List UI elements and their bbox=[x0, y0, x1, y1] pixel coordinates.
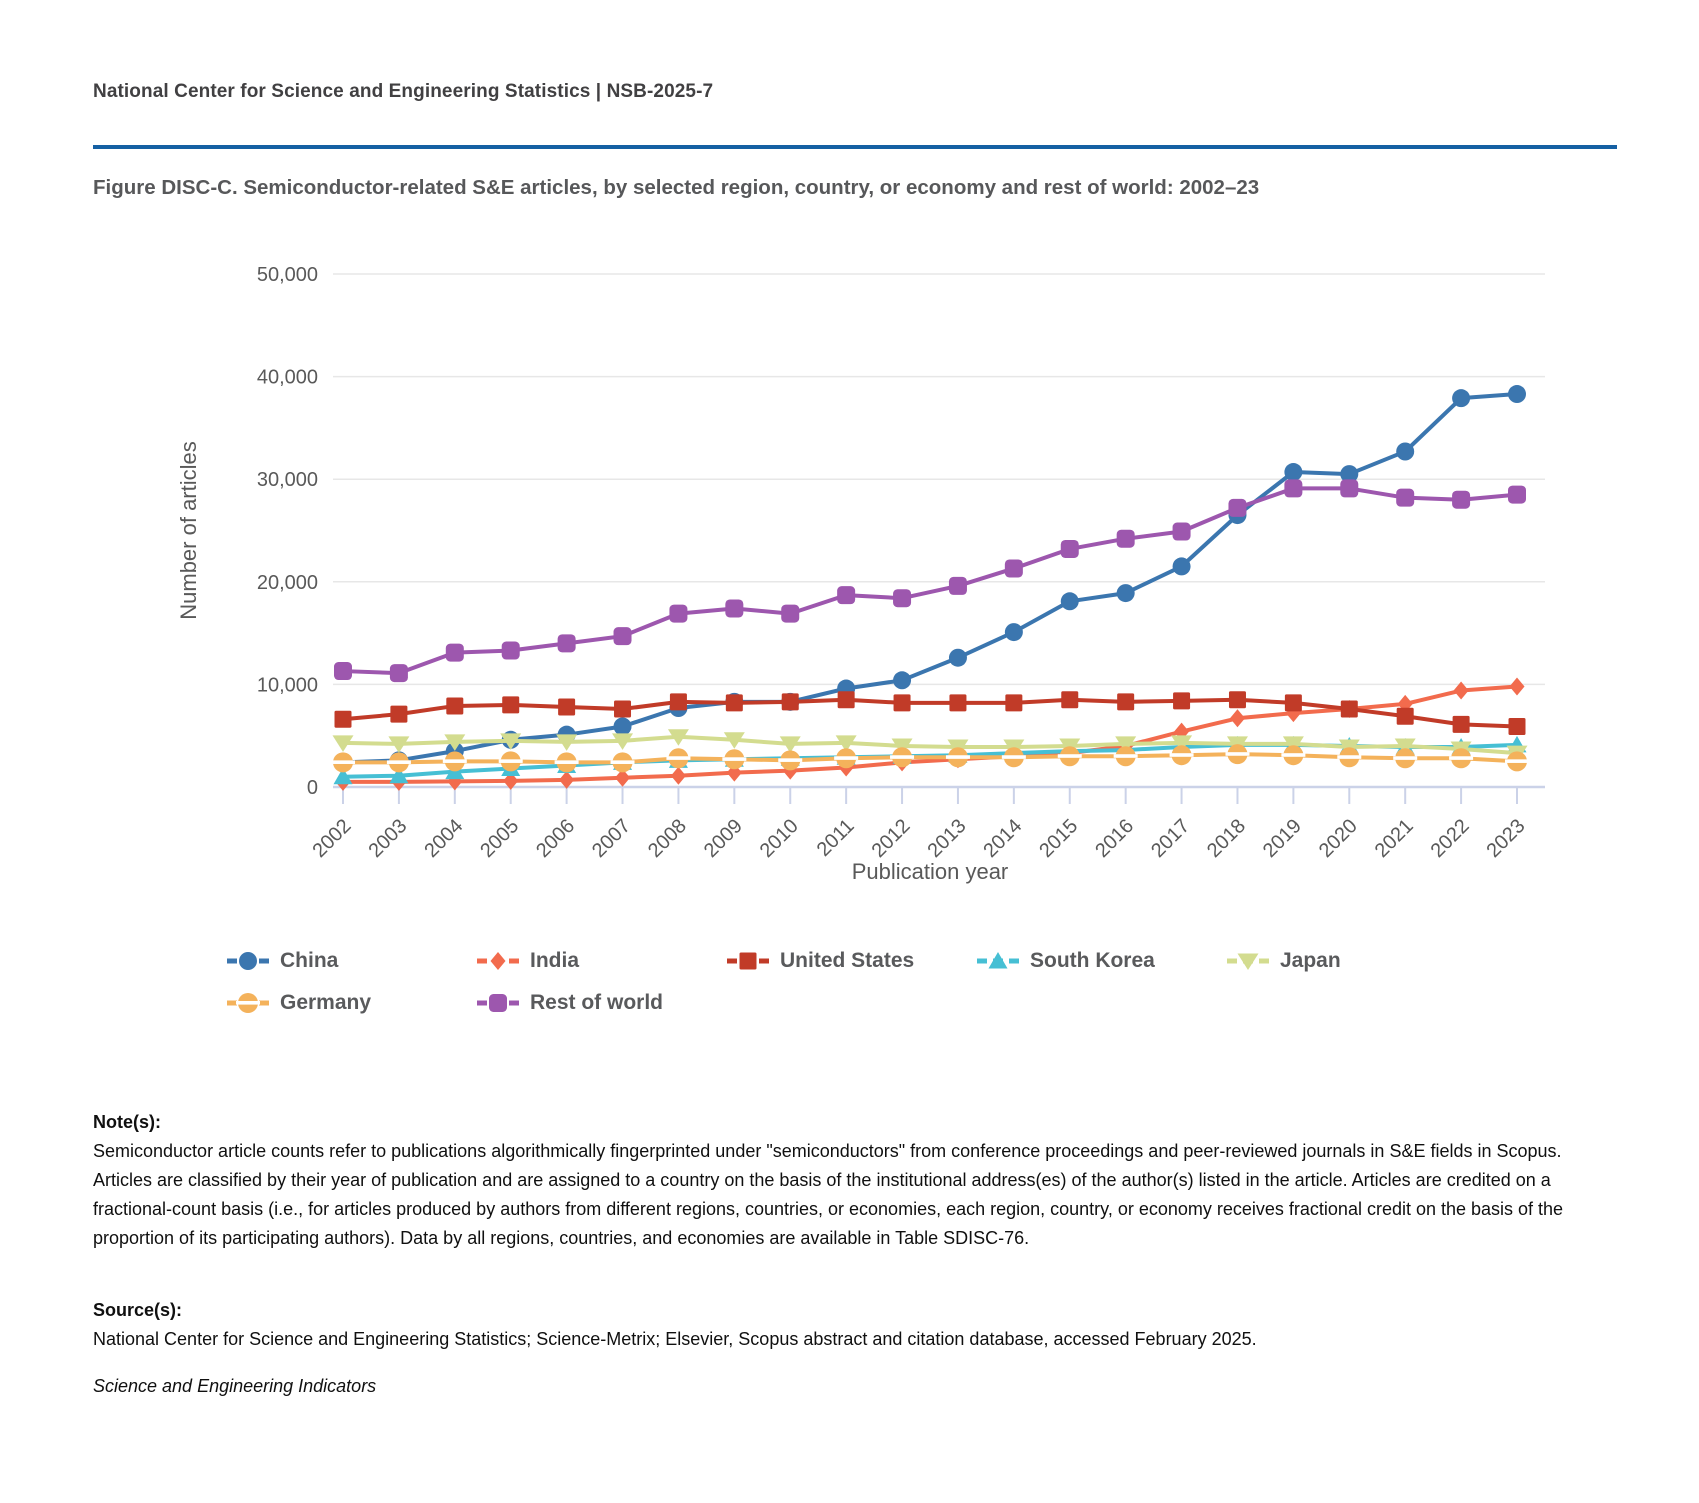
svg-text:2023: 2023 bbox=[1482, 814, 1530, 863]
rounded-square-legend-icon bbox=[475, 991, 521, 1015]
square-legend-icon bbox=[725, 949, 771, 973]
svg-text:2006: 2006 bbox=[532, 814, 580, 863]
svg-text:2011: 2011 bbox=[812, 814, 859, 861]
svg-text:2016: 2016 bbox=[1091, 814, 1139, 863]
line-chart bbox=[0, 225, 1699, 925]
footer-publication: Science and Engineering Indicators bbox=[93, 1376, 377, 1396]
source-heading: Source(s): bbox=[93, 1300, 183, 1320]
legend-label: China bbox=[280, 949, 339, 972]
legend-item-japan[interactable] bbox=[1225, 942, 1475, 980]
report-header: National Center for Science and Engineering Statistics | NSB-2025-7 bbox=[93, 81, 714, 102]
svg-text:2009: 2009 bbox=[699, 814, 747, 863]
legend-item-germany[interactable] bbox=[225, 984, 475, 1022]
diamond-legend-icon bbox=[475, 949, 521, 973]
legend-label: Rest of world bbox=[530, 991, 664, 1014]
notes-section bbox=[93, 1108, 1615, 1253]
triangle-up-legend-icon bbox=[975, 949, 1021, 973]
source-text: National Center for Science and Engineering Statistics; Science-Metrix; Elsevier, Scopus abstract and citation database, accessed February 2025. bbox=[93, 1329, 1257, 1349]
svg-text:Publication year: Publication year bbox=[851, 859, 1009, 884]
legend-item-china[interactable] bbox=[225, 942, 475, 980]
legend-label: South Korea bbox=[1030, 949, 1155, 972]
svg-text:20,000: 20,000 bbox=[256, 571, 318, 594]
series-united-states bbox=[335, 691, 1526, 735]
svg-text:2015: 2015 bbox=[1035, 814, 1083, 863]
svg-text:0: 0 bbox=[306, 777, 318, 799]
header-divider bbox=[93, 145, 1617, 149]
svg-text:2005: 2005 bbox=[476, 814, 524, 863]
legend-label: Germany bbox=[280, 991, 372, 1014]
svg-text:2010: 2010 bbox=[755, 814, 803, 863]
legend-label: India bbox=[530, 949, 580, 972]
svg-text:2003: 2003 bbox=[364, 814, 412, 863]
figure-title: Figure DISC-C. Semiconductor-related S&E articles, by selected region, country, or economy and rest of world: 2002–23 bbox=[93, 176, 1260, 199]
split-circle-legend-icon bbox=[225, 991, 271, 1015]
svg-text:40,000: 40,000 bbox=[256, 366, 318, 389]
svg-text:2013: 2013 bbox=[923, 814, 971, 863]
svg-text:30,000: 30,000 bbox=[256, 469, 318, 492]
svg-text:50,000: 50,000 bbox=[256, 264, 318, 286]
svg-text:2008: 2008 bbox=[643, 814, 691, 863]
source-section bbox=[93, 1296, 1615, 1354]
legend-item-south-korea[interactable] bbox=[975, 942, 1225, 980]
circle-legend-icon bbox=[225, 949, 271, 973]
svg-text:2019: 2019 bbox=[1258, 814, 1306, 863]
legend-item-rest-of-world[interactable] bbox=[475, 984, 725, 1022]
chart-legend bbox=[225, 942, 1525, 1022]
svg-text:2007: 2007 bbox=[588, 814, 636, 863]
legend-label: United States bbox=[780, 949, 915, 972]
legend-item-india[interactable] bbox=[475, 942, 725, 980]
svg-text:2020: 2020 bbox=[1314, 814, 1362, 863]
svg-text:10,000: 10,000 bbox=[256, 674, 318, 697]
svg-text:Number of articles: Number of articles bbox=[176, 441, 201, 620]
svg-text:2017: 2017 bbox=[1147, 814, 1195, 863]
svg-text:2012: 2012 bbox=[867, 814, 915, 863]
svg-text:2014: 2014 bbox=[979, 814, 1027, 863]
notes-heading: Note(s): bbox=[93, 1112, 161, 1132]
svg-text:2022: 2022 bbox=[1426, 814, 1474, 863]
svg-text:2002: 2002 bbox=[308, 814, 356, 863]
triangle-down-legend-icon bbox=[1225, 949, 1271, 973]
svg-text:2018: 2018 bbox=[1202, 814, 1251, 863]
legend-item-united-states[interactable] bbox=[725, 942, 975, 980]
series-rest-of-world bbox=[334, 479, 1526, 682]
svg-text:2021: 2021 bbox=[1370, 814, 1418, 863]
notes-text: Semiconductor article counts refer to publications algorithmically fingerprinted under "semiconductors" from conference proceedings and peer-reviewed journals in S&E fields in Scopus. Articles are classified by their year of publication and are assigned to a country on the basis of the institutional address(es) of the author(s) listed in the article. Articles are credited on a fractional-count basis (i.e., for articles produced by authors from different regions, countries, or economies, each region, country, or economy receives fractional credit on the basis of the proportion of its participating authors). Data by all regions, countries, and economies are available in Table SDISC-76. bbox=[93, 1141, 1564, 1248]
svg-text:2004: 2004 bbox=[420, 814, 468, 863]
legend-label: Japan bbox=[1280, 949, 1341, 972]
